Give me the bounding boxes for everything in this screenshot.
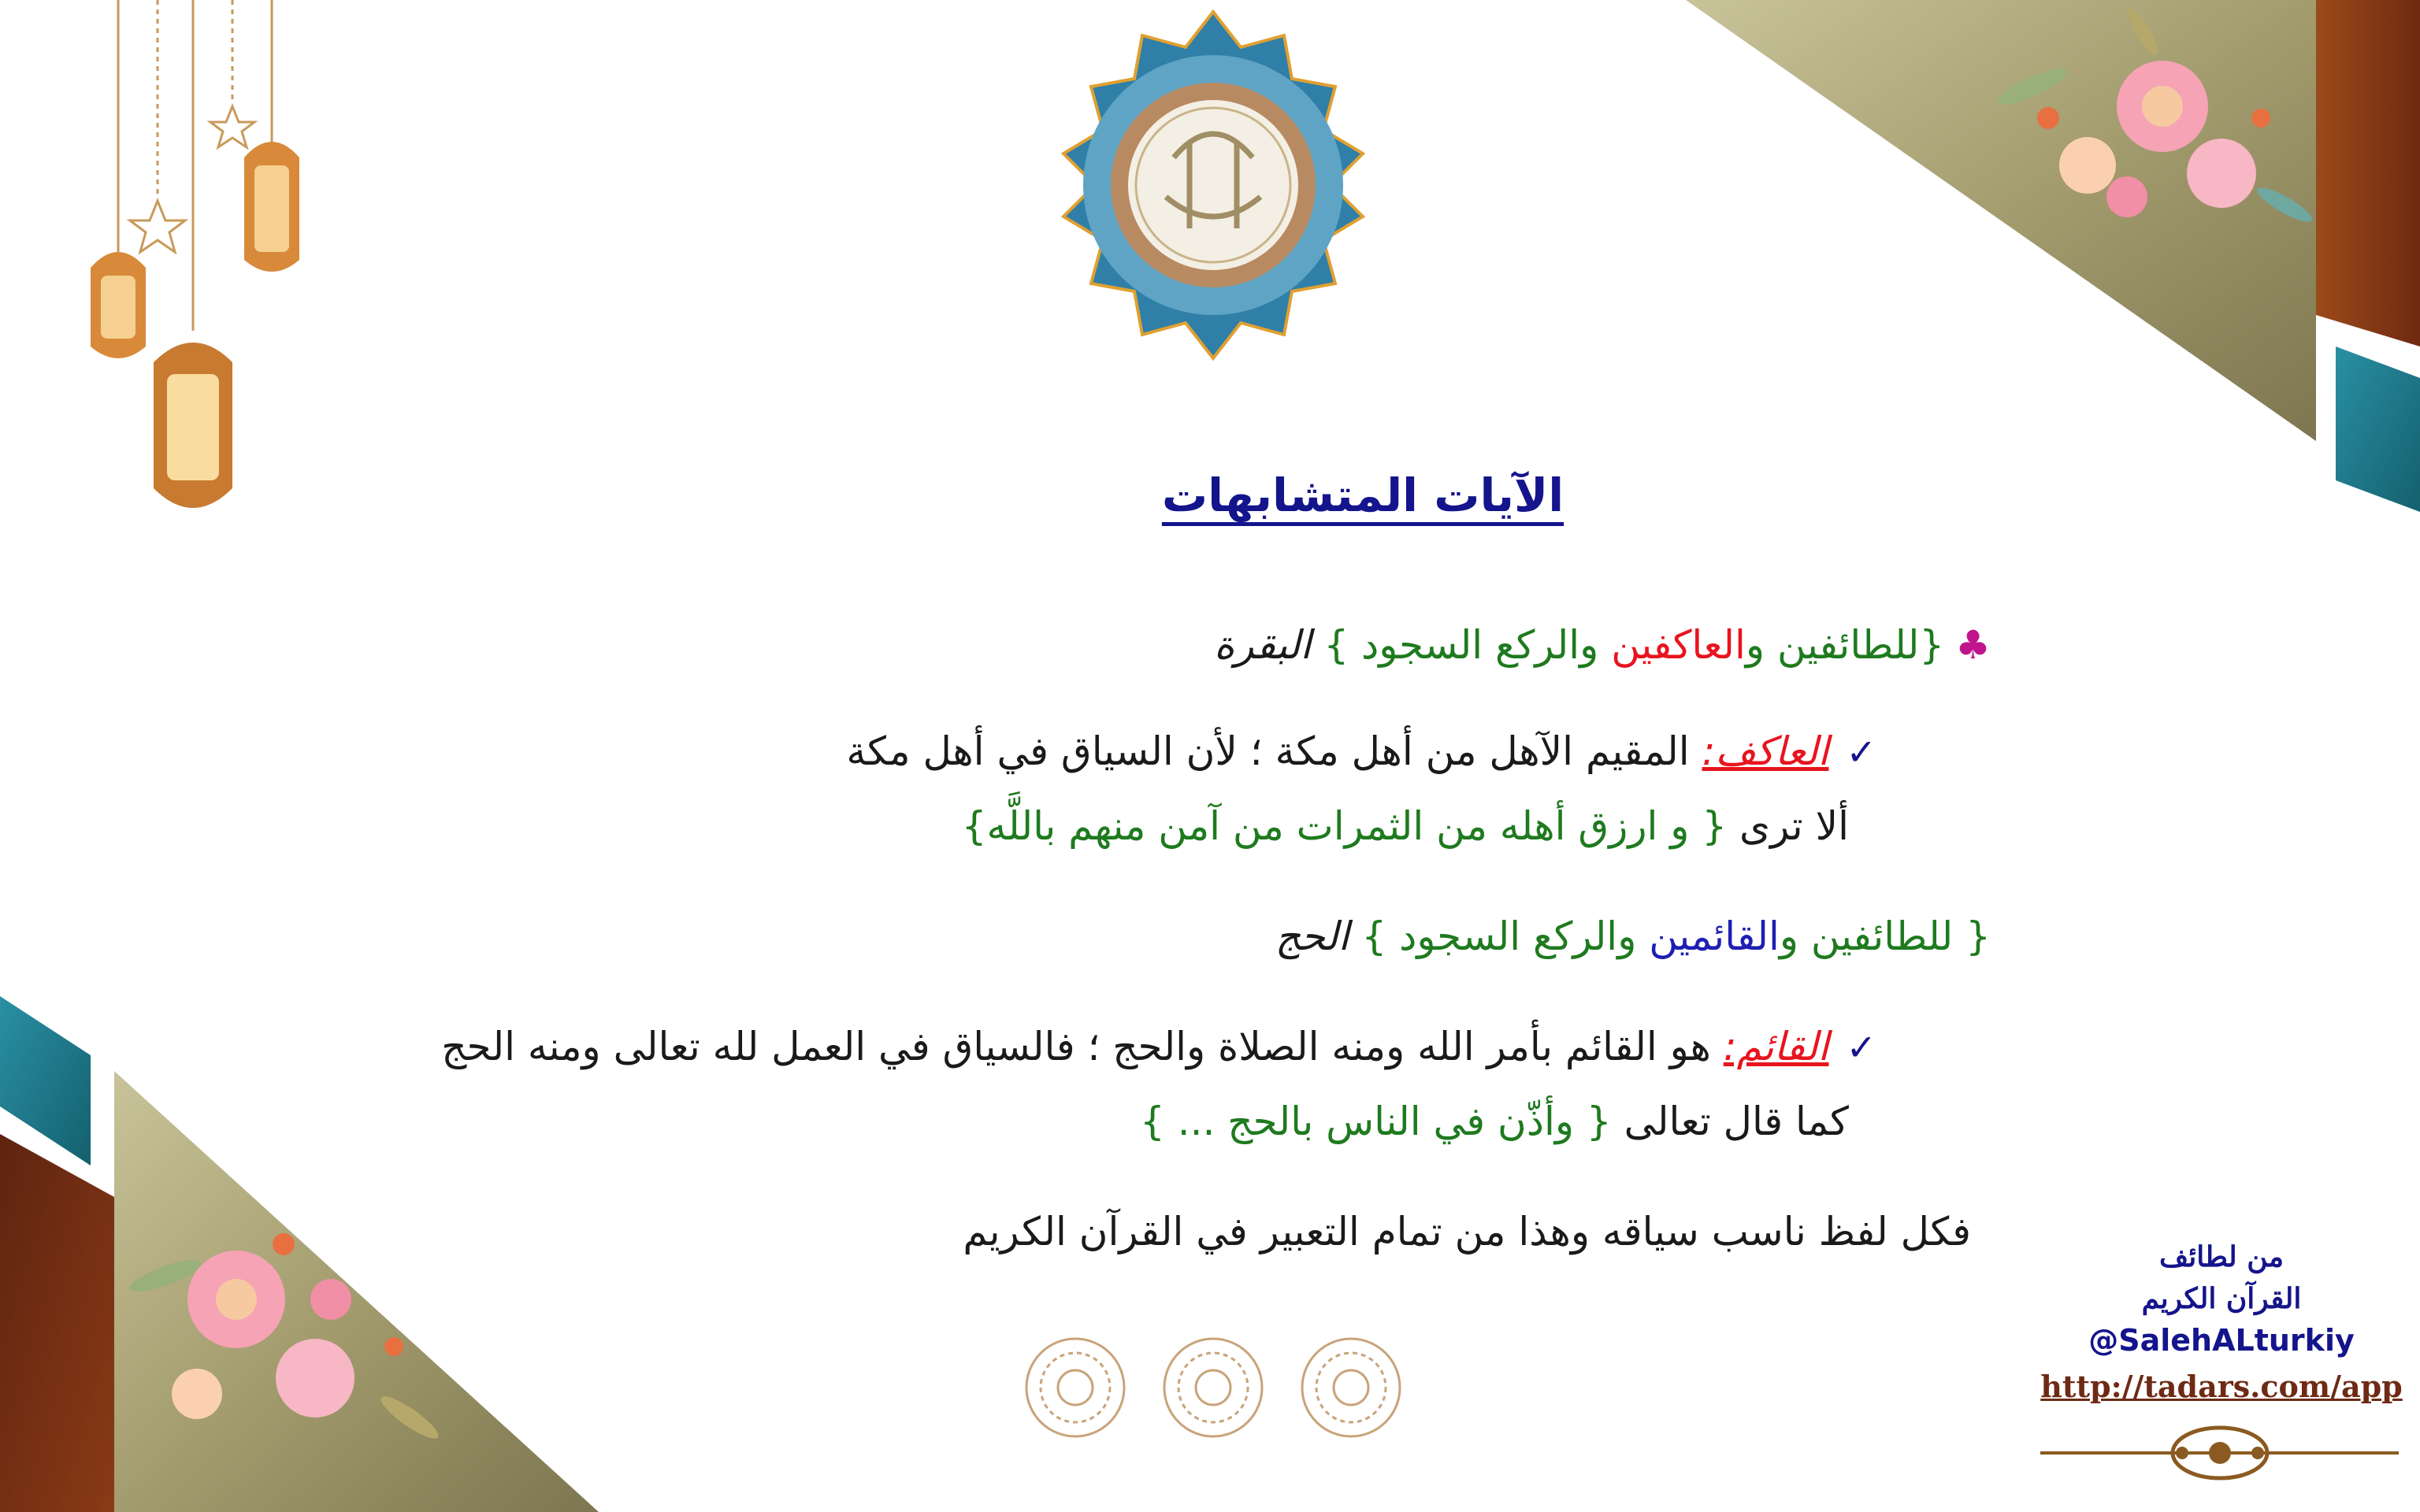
top-right-olive-panel: [1686, 0, 2316, 441]
explanation-1-term: العاكف:: [1702, 728, 1829, 774]
explanation-2-prefix: كما قال تعالى: [1611, 1099, 1849, 1144]
page-title: الآيات المتشابهات: [1161, 469, 1564, 522]
explanation-1-line-1: [846, 728, 1876, 774]
bottom-left-teal-strip: [0, 996, 91, 1166]
conclusion-text: فكل لفظ ناسب سياقه وهذا من تمام التعبير في القرآن الكريم: [963, 1209, 1971, 1254]
verse-line-2: [1275, 914, 1991, 959]
check-icon: ✓: [1846, 731, 1876, 773]
verse2-close-brace: }: [1361, 914, 1387, 959]
quran-medallion: [1063, 12, 1363, 358]
credit-line-1: من لطائف: [2159, 1240, 2284, 1273]
top-right-brown-strip: [2316, 0, 2420, 346]
lantern-shapes: [91, 142, 299, 508]
explanation-2-line-2: [1140, 1099, 1849, 1144]
explanation-2-term: القائم:: [1723, 1024, 1829, 1069]
bottom-rosettes: [1026, 1339, 1400, 1436]
explanation-1-quote: { و ارزق أهله من الثمرات من آمن منهم باللَّه}: [961, 803, 1728, 849]
explanation-1-text: المقيم الآهل من أهل مكة ؛ لأن السياق في أهل مكة: [846, 728, 1702, 774]
explanation-1-line-2: [962, 803, 1849, 849]
verse1-open-brace: {: [1919, 622, 1945, 668]
verse1-text-b: والركع السجود: [1349, 622, 1612, 668]
club-icon: ♣: [1955, 622, 1991, 668]
explanation-2-line-1: [441, 1024, 1876, 1069]
check-icon: ✓: [1846, 1026, 1876, 1069]
verse1-surah: البقرة: [1214, 622, 1324, 668]
credit-url-link[interactable]: http://tadars.com/app: [2040, 1369, 2403, 1404]
explanation-2-quote: { وأذّن في الناس بالحج ... }: [1140, 1099, 1612, 1144]
verse-line-1: [1214, 622, 1991, 668]
verse1-text-a: للطائفين و: [1745, 622, 1920, 668]
verse2-text-a: للطائفين و: [1779, 914, 1966, 959]
bottom-left-brown-strip: [0, 1134, 114, 1512]
credit-ornament: [2040, 1428, 2399, 1478]
verse2-surah: الحج: [1275, 914, 1362, 959]
bottom-left-olive-panel: [114, 1071, 599, 1512]
verse2-open-brace: {: [1965, 914, 1991, 959]
credit-handle: @SalehALturkiy: [2088, 1323, 2355, 1358]
top-right-teal-strip: [2336, 346, 2420, 512]
explanation-1-prefix: ألا ترى: [1727, 803, 1849, 849]
verse2-highlight-word: القائمين: [1649, 914, 1780, 959]
verse2-text-b: والركع السجود: [1386, 914, 1650, 959]
credit-line-2: القرآن الكريم: [2141, 1282, 2302, 1315]
verse1-highlight-word: العاكفين: [1611, 622, 1746, 668]
verse1-close-brace: }: [1323, 622, 1349, 668]
explanation-2-text: هو القائم بأمر الله ومنه الصلاة والحج ؛ فالسياق في العمل لله تعالى ومنه الحج: [441, 1024, 1724, 1069]
